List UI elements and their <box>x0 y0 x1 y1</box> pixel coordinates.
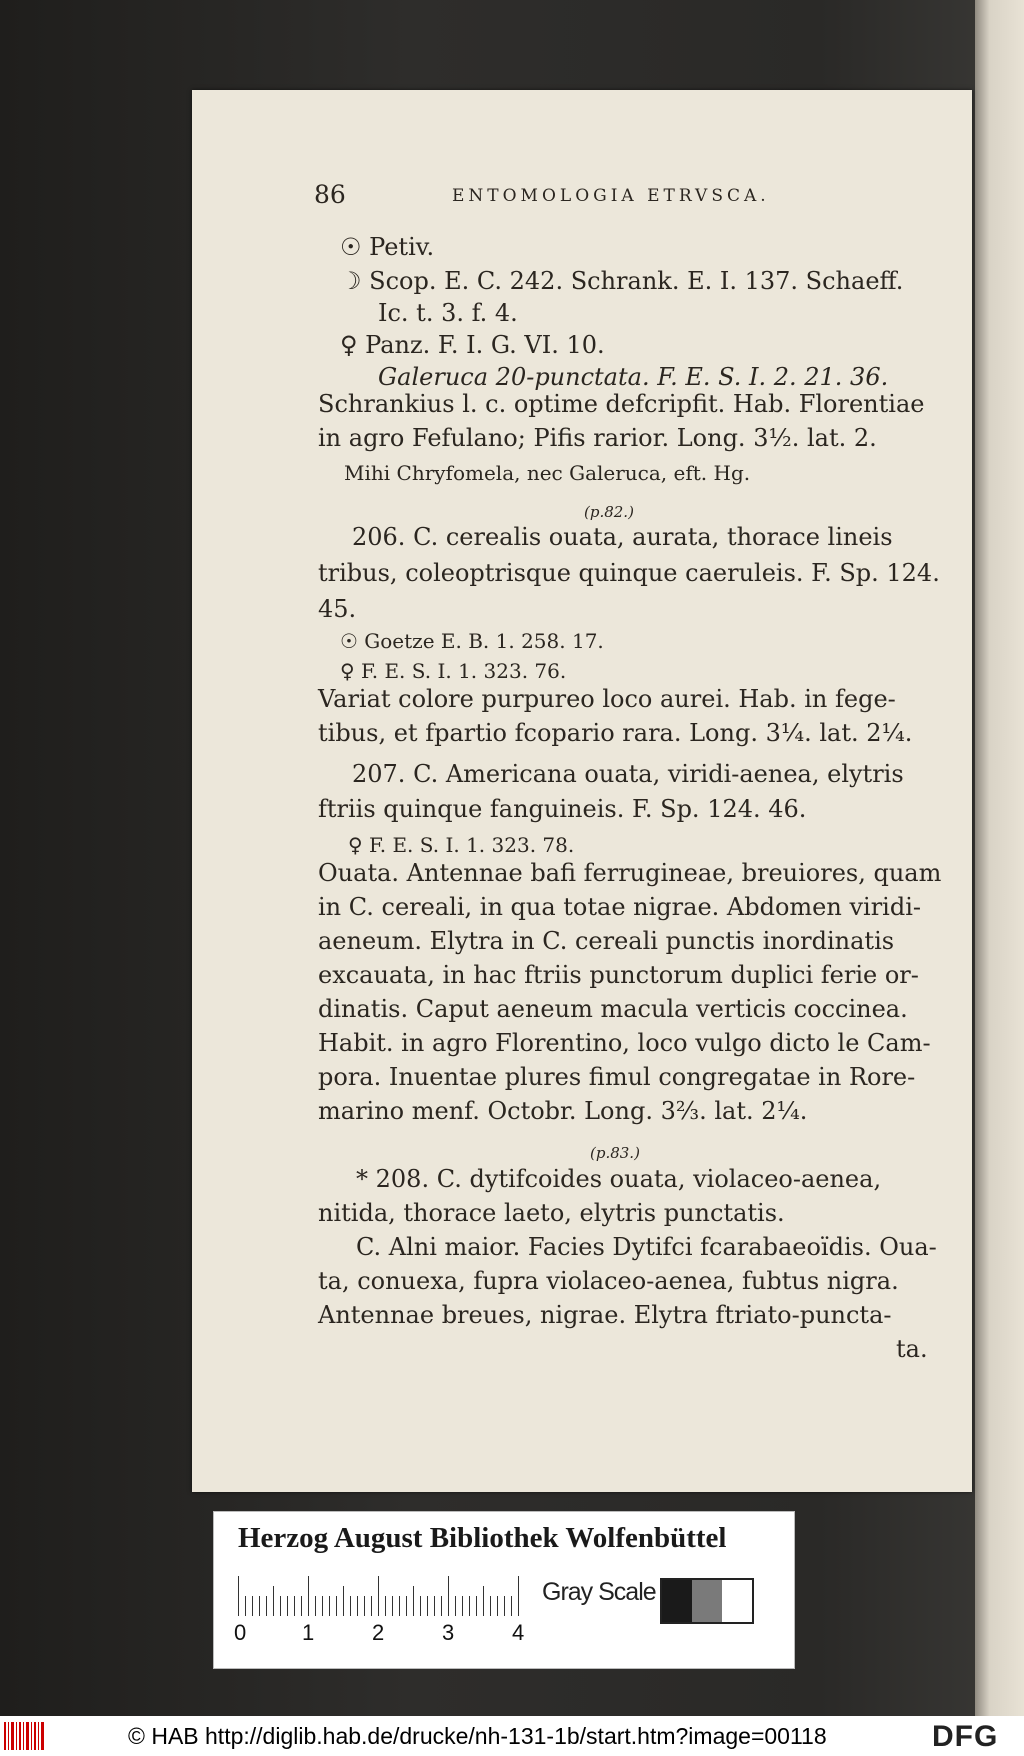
ruler-tick <box>455 1596 456 1616</box>
text-line: ta. <box>896 1335 928 1363</box>
footer-bar <box>0 1716 1024 1756</box>
text-line: in C. cereali, in qua totae nigrae. Abdomen viridi- <box>318 893 921 921</box>
text-line: in agro Fefulano; Pifis rarior. Long. 3½. lat. 2. <box>318 424 877 452</box>
ruler-tick <box>357 1596 358 1616</box>
text-line: Galeruca 20-punctata. F. E. S. I. 2. 21. 36. <box>378 363 889 391</box>
text-line: C. Alni maior. Facies Dytifci fcarabaeoïdis. Oua- <box>356 1233 937 1261</box>
ruler-tick <box>490 1596 491 1616</box>
ruler-tick <box>343 1586 344 1616</box>
ruler-tick <box>273 1586 274 1616</box>
grayscale-swatches <box>660 1578 754 1624</box>
ruler-tick <box>301 1596 302 1616</box>
text-line: (p.82.) <box>584 503 634 521</box>
ruler-tick <box>266 1596 267 1616</box>
ruler-tick <box>441 1596 442 1616</box>
page-header <box>314 180 834 214</box>
text-line: Mihi Chryfomela, nec Galeruca, eft. Hg. <box>344 461 751 485</box>
ruler-tick <box>518 1576 519 1616</box>
ruler-digit: 4 <box>512 1620 525 1645</box>
ruler-tick <box>336 1596 337 1616</box>
ruler-tick <box>392 1596 393 1616</box>
text-line: tibus, et fpartio fcopario rara. Long. 3¼. lat. 2¼. <box>318 719 913 747</box>
text-line: Ouata. Antennae bafi ferrugineae, breuiores, quam <box>318 859 942 887</box>
text-line: marino menf. Octobr. Long. 3⅔. lat. 2¼. <box>318 1097 808 1125</box>
text-line: nitida, thorace laeto, elytris punctatis. <box>318 1199 785 1227</box>
text-line: aeneum. Elytra in C. cereali punctis inordinatis <box>318 927 895 955</box>
text-line: Schrankius l. c. optime defcripfit. Hab. Florentiae <box>318 390 925 418</box>
text-line: ♀ Panz. F. I. G. VI. 10. <box>340 331 605 359</box>
ruler-tick <box>350 1596 351 1616</box>
ruler-tick <box>294 1596 295 1616</box>
ruler-tick <box>259 1596 260 1616</box>
text-line: ☽ Scop. E. C. 242. Schrank. E. I. 137. Schaeff. <box>340 267 904 295</box>
ruler-tick <box>399 1596 400 1616</box>
ruler-tick <box>420 1596 421 1616</box>
footer-credit-link[interactable]: © HAB http://diglib.hab.de/drucke/nh-131-1b/start.htm?image=00118 <box>128 1723 827 1749</box>
ruler-tick <box>378 1576 379 1616</box>
text-line: excauata, in hac ftriis punctorum duplici ferie or- <box>318 961 919 989</box>
text-line: 45. <box>318 595 357 623</box>
ruler-tick <box>287 1596 288 1616</box>
ruler-digit: 1 <box>302 1620 315 1645</box>
text-line: Antennae breues, nigrae. Elytra ftriato-puncta- <box>318 1301 892 1329</box>
text-line: 206. C. cerealis ouata, aurata, thorace lineis <box>352 523 893 551</box>
page-number: 86 <box>314 180 346 209</box>
running-title: ENTOMOLOGIA ETRVSCA. <box>452 186 770 206</box>
text-line: 207. C. Americana ouata, viridi-aenea, elytris <box>352 760 904 788</box>
text-line: Ic. t. 3. f. 4. <box>378 299 518 327</box>
ruler-tick <box>322 1596 323 1616</box>
text-line: (p.83.) <box>590 1144 640 1162</box>
barcode-icon <box>4 1722 46 1750</box>
text-line: ♀ F. E. S. I. 1. 323. 78. <box>348 833 575 857</box>
ruler-tick <box>448 1576 449 1616</box>
ruler-tick <box>252 1596 253 1616</box>
text-line: ☉ Petiv. <box>340 233 435 261</box>
library-color-card <box>213 1511 795 1669</box>
text-line: * 208. C. dytifcoides ouata, violaceo-aenea, <box>356 1165 882 1193</box>
ruler-tick <box>315 1596 316 1616</box>
dfg-logo: DFG <box>932 1720 999 1753</box>
text-line: Variat colore purpureo loco aurei. Hab. in fege- <box>318 685 896 713</box>
ruler-tick <box>329 1596 330 1616</box>
adjacent-page-edge <box>975 0 1024 1716</box>
ruler-tick <box>483 1586 484 1616</box>
ruler-tick <box>245 1596 246 1616</box>
ruler-tick <box>476 1596 477 1616</box>
grayscale-label: Gray Scale <box>542 1578 656 1606</box>
ruler-tick <box>364 1596 365 1616</box>
ruler-tick <box>511 1596 512 1616</box>
grayscale-swatch <box>662 1580 692 1622</box>
scale-ruler <box>238 1576 528 1616</box>
ruler-tick <box>238 1576 239 1616</box>
ruler-tick <box>371 1596 372 1616</box>
ruler-digit: 3 <box>442 1620 455 1645</box>
text-line: dinatis. Caput aeneum macula verticis coccinea. <box>318 995 908 1023</box>
text-line: ♀ F. E. S. I. 1. 323. 76. <box>340 659 567 683</box>
ruler-tick <box>497 1596 498 1616</box>
text-line: Habit. in agro Florentino, loco vulgo dicto le Cam- <box>318 1029 931 1057</box>
text-line: ☉ Goetze E. B. 1. 258. 17. <box>340 629 604 653</box>
ruler-tick <box>413 1586 414 1616</box>
ruler-tick <box>469 1596 470 1616</box>
text-line: ftriis quinque fanguineis. F. Sp. 124. 46. <box>318 795 807 823</box>
grayscale-swatch <box>722 1580 752 1622</box>
grayscale-swatch <box>692 1580 722 1622</box>
ruler-tick <box>462 1596 463 1616</box>
text-line: tribus, coleoptrisque quinque caeruleis. F. Sp. 124. <box>318 559 940 587</box>
text-line: pora. Inuentae plures fimul congregatae in Rore- <box>318 1063 916 1091</box>
library-name: Herzog August Bibliothek Wolfenbüttel <box>238 1522 727 1554</box>
ruler-tick <box>504 1596 505 1616</box>
ruler-tick <box>406 1596 407 1616</box>
ruler-tick <box>427 1596 428 1616</box>
text-line: ta, conuexa, fupra violaceo-aenea, fubtus nigra. <box>318 1267 899 1295</box>
ruler-tick <box>434 1596 435 1616</box>
ruler-tick <box>280 1596 281 1616</box>
ruler-tick <box>308 1576 309 1616</box>
ruler-tick <box>385 1596 386 1616</box>
ruler-digit: 0 <box>234 1620 247 1645</box>
ruler-digit: 2 <box>372 1620 385 1645</box>
